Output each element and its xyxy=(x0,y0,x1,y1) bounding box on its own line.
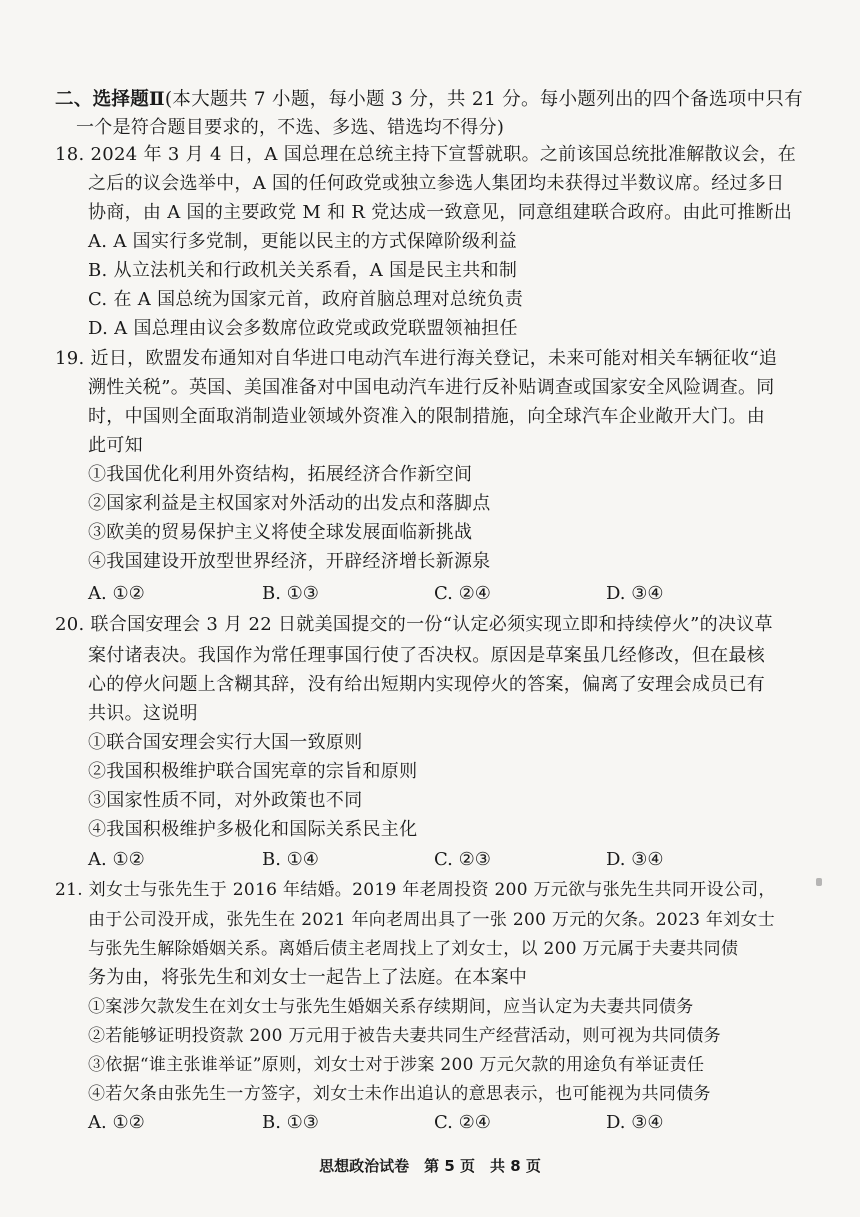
q21-stem-line: 21. 刘女士与张先生于 2016 年结婚。2019 年老周投资 200 万元欲与张先生共同开设公司， xyxy=(55,880,776,900)
scan-speck xyxy=(816,878,822,886)
section-desc-line1: (本大题共 7 小题，每小题 3 分，共 21 分。每小题列出的四个备选项中只有 xyxy=(164,89,803,110)
q20-statement-2: ②我国积极维护联合国宪章的宗旨和原则 xyxy=(88,761,418,782)
q18-stem-line: 之后的议会选举中，A 国的任何政党或独立参选人集团均未获得过半数议席。经过多日 xyxy=(88,173,785,194)
q20-choice-c: C. ②③ xyxy=(434,849,491,870)
q19-choice-b: B. ①③ xyxy=(262,583,319,604)
q21-choice-d: D. ③④ xyxy=(606,1112,664,1133)
section-heading xyxy=(55,88,803,112)
q20-statement-3: ③国家性质不同，对外政策也不同 xyxy=(88,790,363,811)
q19-statement-3: ③欧美的贸易保护主义将使全球发展面临新挑战 xyxy=(88,522,473,543)
q19-stem-line: 溯性关税”。英国、美国准备对中国电动汽车进行反补贴调查或国家安全风险调查。同 xyxy=(88,377,775,398)
q20-stem-line: 共识。这说明 xyxy=(88,703,198,724)
q19-statement-2: ②国家利益是主权国家对外活动的出发点和落脚点 xyxy=(88,493,491,514)
q21-statement-3: ③依据“谁主张谁举证”原则，刘女士对于涉案 200 万元欠款的用途负有举证责任 xyxy=(88,1055,705,1075)
q20-choice-a: A. ①② xyxy=(88,849,145,870)
q18-option-d: D. A 国总理由议会多数席位政党或政党联盟领袖担任 xyxy=(88,318,518,339)
q21-stem-line: 由于公司没开成，张先生在 2021 年向老周出具了一张 200 万元的欠条。2023 年刘女士 xyxy=(88,910,776,930)
q19-stem-line: 时，中国则全面取消制造业领域外资准入的限制措施，向全球汽车企业敞开大门。由 xyxy=(88,406,766,427)
q21-stem-line: 与张先生解除婚姻关系。离婚后债主老周找上了刘女士，以 200 万元属于夫妻共同债 xyxy=(88,939,739,959)
q19-stem-line: 19. 近日，欧盟发布通知对自华进口电动汽车进行海关登记，未来可能对相关车辆征收“追 xyxy=(55,348,778,369)
page-footer: 思想政治试卷 第 5 页 共 8 页 xyxy=(319,1157,541,1175)
q18-stem-line: 协商，由 A 国的主要政党 M 和 R 党达成一致意见，同意组建联合政府。由此可推断出 xyxy=(88,202,793,223)
q19-choice-a: A. ①② xyxy=(88,583,145,604)
q21-statement-2: ②若能够证明投资款 200 万元用于被告夫妻共同生产经营活动，则可视为共同债务 xyxy=(88,1026,721,1046)
q18-stem-line: 18. 2024 年 3 月 4 日，A 国总理在总统主持下宣誓就职。之前该国总统批准解散议会，在 xyxy=(55,144,797,165)
section-title: 二、选择题Ⅱ xyxy=(55,89,165,110)
q20-stem-line: 案付诸表决。我国作为常任理事国行使了否决权。原因是草案虽几经修改，但在最核 xyxy=(88,645,766,666)
q21-statement-1: ①案涉欠款发生在刘女士与张先生婚姻关系存续期间，应当认定为夫妻共同债务 xyxy=(88,997,694,1017)
q20-stem-line: 20. 联合国安理会 3 月 22 日就美国提交的一份“认定必须实现立即和持续停火”的决议草 xyxy=(55,614,773,635)
q21-choice-b: B. ①③ xyxy=(262,1112,319,1133)
q20-choice-b: B. ①④ xyxy=(262,849,319,870)
q21-choice-a: A. ①② xyxy=(88,1112,145,1133)
q19-stem-line: 此可知 xyxy=(88,435,143,456)
q21-stem-line: 务为由，将张先生和刘女士一起告上了法庭。在本案中 xyxy=(88,967,528,988)
q20-statement-4: ④我国积极维护多极化和国际关系民主化 xyxy=(88,819,418,840)
q21-statement-4: ④若欠条由张先生一方签字，刘女士未作出追认的意思表示，也可能视为共同债务 xyxy=(88,1084,711,1104)
q20-statement-1: ①联合国安理会实行大国一致原则 xyxy=(88,732,363,753)
q19-statement-4: ④我国建设开放型世界经济，开辟经济增长新源泉 xyxy=(88,551,491,572)
q21-choice-c: C. ②④ xyxy=(434,1112,491,1133)
q19-choice-d: D. ③④ xyxy=(606,583,664,604)
q20-stem-line: 心的停火问题上含糊其辞，没有给出短期内实现停火的答案，偏离了安理会成员已有 xyxy=(88,674,766,695)
section-desc-line2: 一个是符合题目要求的，不选、多选、错选均不得分) xyxy=(76,117,505,138)
q19-statement-1: ①我国优化利用外资结构，拓展经济合作新空间 xyxy=(88,464,473,485)
q18-option-c: C. 在 A 国总统为国家元首，政府首脑总理对总统负责 xyxy=(88,289,524,310)
q18-option-b: B. 从立法机关和行政机关关系看，A 国是民主共和制 xyxy=(88,260,518,281)
q18-option-a: A. A 国实行多党制，更能以民主的方式保障阶级利益 xyxy=(88,231,517,252)
q20-choice-d: D. ③④ xyxy=(606,849,664,870)
q19-choice-c: C. ②④ xyxy=(434,583,491,604)
